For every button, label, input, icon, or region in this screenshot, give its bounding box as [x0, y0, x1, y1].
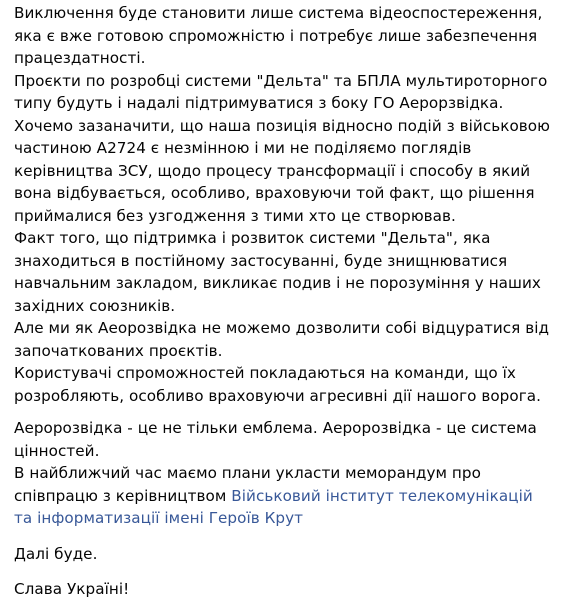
post-paragraph-2: Проєкти по розробці системи "Дельта" та БПЛА мультироторного типу будуть і надалі підтримуватися з боку ГО Аерорзвідка. [14, 71, 548, 112]
post-paragraph-4: Факт того, що підтримка і розвиток системи "Дельта", яка знаходиться в постійному застосуванні, буде знищнюватися навчальним закладом, викликає подив і не порозуміння у наших західних союзників. [14, 229, 541, 315]
post-paragraph-3: Хочемо зазаначити, що наша позиція відносно подій з військовою частиною А2724 є незмінною і ми не поділяємо поглядів керівництва ЗСУ, щодо процесу трансформації і способу в який вона відбувається, особливо, враховуючи той факт, що рішення приймалися без узгодження з тими хто це створював. [14, 116, 550, 225]
post-paragraph-1: Виключення буде становити лише система відеоспостереження, яка є вже готовою спроможністю і потребує лише забезпечення працездатності. [14, 4, 543, 67]
post-paragraph-8 [14, 462, 554, 530]
post-paragraph-5: Але ми як Аеорозвідка не можемо дозволити собі відцуратися від започаткованих проєктів. [14, 319, 550, 360]
institute-link[interactable]: Військовий інститут телекомунікацій та інформатизації імені Героїв Крут [14, 486, 533, 527]
post-paragraph-10: Слава Україні! [14, 580, 130, 598]
post-paragraph-7: Аеророзвідка - це не тільки емблема. Аеророзвідка - це система цінностей. [14, 419, 537, 460]
post-paragraph-8-text: В найближчий час маємо плани укласти меморандум про співпрацю з керівництвом [14, 464, 481, 505]
post-paragraph-9: Далі буде. [14, 544, 98, 563]
post-paragraph-6: Користувачі спроможностей покладаються на команди, що їх розробляють, особливо враховуючи агресивні дії нашого ворога. [14, 364, 541, 405]
